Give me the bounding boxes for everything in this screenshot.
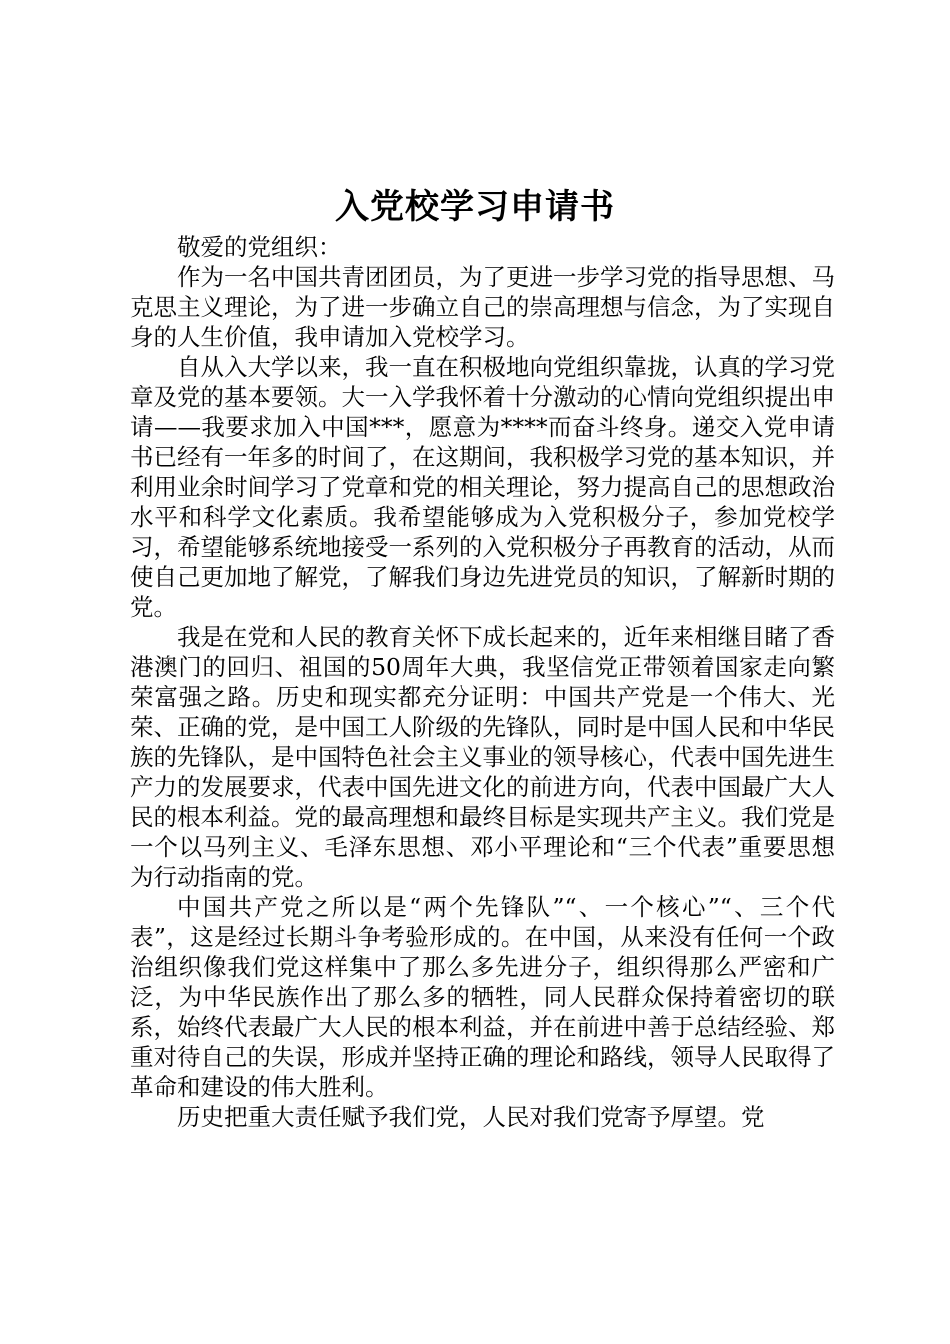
document-body — [130, 232, 835, 1132]
salutation: 敬爱的党组织： — [177, 233, 342, 261]
paragraph-5: 历史把重大责任赋予我们党，人民对我们党寄予厚望。党 — [177, 1103, 765, 1131]
paragraph-1: 作为一名中国共青团团员，为了更进一步学习党的指导思想、马克思主义理论，为了进一步确立自己的崇高理想与信念，为了实现自身的人生价值，我申请加入党校学习。 — [130, 263, 835, 351]
paragraph-3: 我是在党和人民的教育关怀下成长起来的，近年来相继目睹了香港澳门的回归、祖国的50周年大典，我坚信党正带领着国家走向繁荣富强之路。历史和现实都充分证明：中国共产党是一个伟大、光荣、正确的党，是中国工人阶级的先锋队，同时是中国人民和中华民族的先锋队，是中国特色社会主义事业的领导核心，代表中国先进生产力的发展要求，代表中国先进文化的前进方向，代表中国最广大人民的根本利益。党的最高理想和最终目标是实现共产主义。我们党是一个以马列主义、毛泽东思想、邓小平理论和“三个代表”重要思想为行动指南的党。 — [130, 623, 835, 891]
paragraph-4: 中国共产党之所以是“两个先锋队”“、一个核心”“、三个代表”，这是经过长期斗争考验形成的。在中国，从来没有任何一个政治组织像我们党这样集中了那么多先进分子，组织得那么严密和广泛，为中华民族作出了那么多的牺牲，同人民群众保持着密切的联系，始终代表最广大人民的根本利益，并在前进中善于总结经验、郑重对待自己的失误，形成并坚持正确的理论和路线，领导人民取得了革命和建设的伟大胜利。 — [130, 893, 835, 1101]
paragraph-2: 自从入大学以来，我一直在积极地向党组织靠拢，认真的学习党章及党的基本要领。大一入学我怀着十分激动的心情向党组织提出申请——我要求加入中国***，愿意为****而奋斗终身。递交入党申请书已经有一年多的时间了，在这期间，我积极学习党的基本知识，并利用业余时间学习了党章和党的相关理论，努力提高自己的思想政治水平和科学文化素质。我希望能够成为入党积极分子，参加党校学习，希望能够系统地接受一系列的入党积极分子再教育的活动，从而使自己更加地了解党，了解我们身边先进党员的知识，了解新时期的党。 — [130, 353, 835, 621]
document-title: 入党校学习申请书 — [335, 187, 615, 227]
